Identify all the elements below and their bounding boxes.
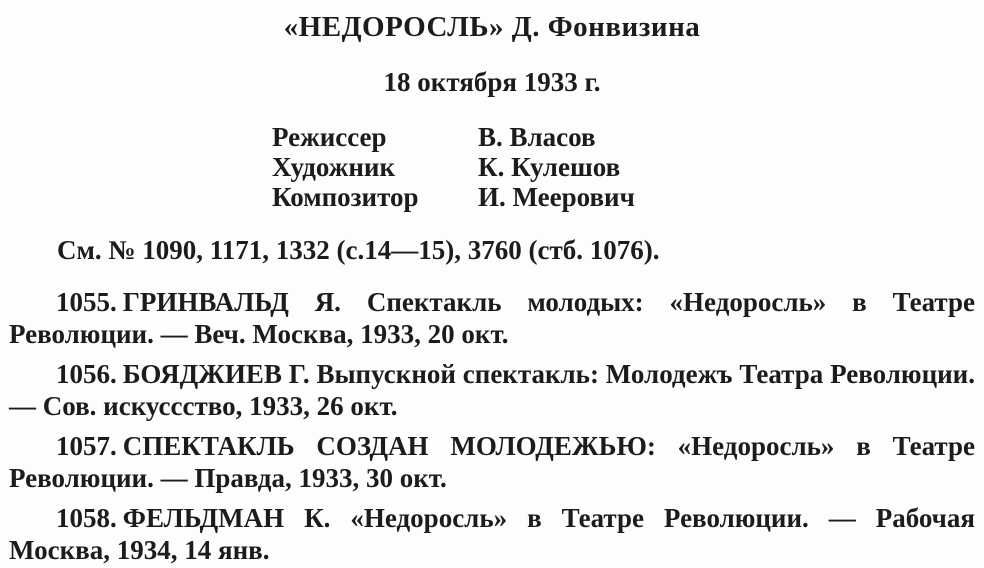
credit-role-label: Композитор <box>272 182 419 212</box>
page-title: «НЕДОРОСЛЬ» Д. Фонвизина <box>283 11 701 43</box>
credit-person-name: К. Кулешов <box>478 152 621 182</box>
credit-row <box>0 182 984 212</box>
entry-text: ФЕЛЬДМАН К. «Недоросль» в Театре Революции. — Рабочая Москва, 1934, 14 янв. <box>9 503 975 565</box>
performance-date: 18 октября 1933 г. <box>383 67 601 97</box>
credit-person-name: В. Власов <box>478 122 596 152</box>
credit-role-label: Художник <box>272 152 396 182</box>
entry-number: 1058. <box>56 503 117 533</box>
entry-text: БОЯДЖИЕВ Г. Выпускной спектакль: Молодежъ Театра Революции. — Сов. искуссство, 1933, 26 окт. <box>9 359 975 421</box>
credit-row <box>0 122 984 152</box>
see-reference: См. № 1090, 1171, 1332 (с.14—15), 3760 (стб. 1076). <box>57 235 660 265</box>
credit-row <box>0 152 984 182</box>
entry-number: 1057. <box>56 431 117 461</box>
entry-text: ГРИНВАЛЬД Я. Спектакль молодых: «Недоросль» в Театре Революции. — Веч. Москва, 1933, 20 окт. <box>9 287 975 349</box>
bib-entry <box>9 286 975 350</box>
bib-entry <box>9 430 975 494</box>
entry-number: 1056. <box>56 359 117 389</box>
bib-entry <box>9 502 975 566</box>
credit-person-name: И. Меерович <box>478 182 635 212</box>
credits-block <box>0 122 984 212</box>
credit-role-label: Режиссер <box>272 122 387 152</box>
entry-text: СПЕКТАКЛЬ СОЗДАН МОЛОДЕЖЬЮ: «Недоросль» в Театре Революции. — Правда, 1933, 30 окт. <box>9 431 975 493</box>
bib-entry <box>9 358 975 422</box>
bibliography-list <box>0 286 984 566</box>
entry-number: 1055. <box>56 287 117 317</box>
